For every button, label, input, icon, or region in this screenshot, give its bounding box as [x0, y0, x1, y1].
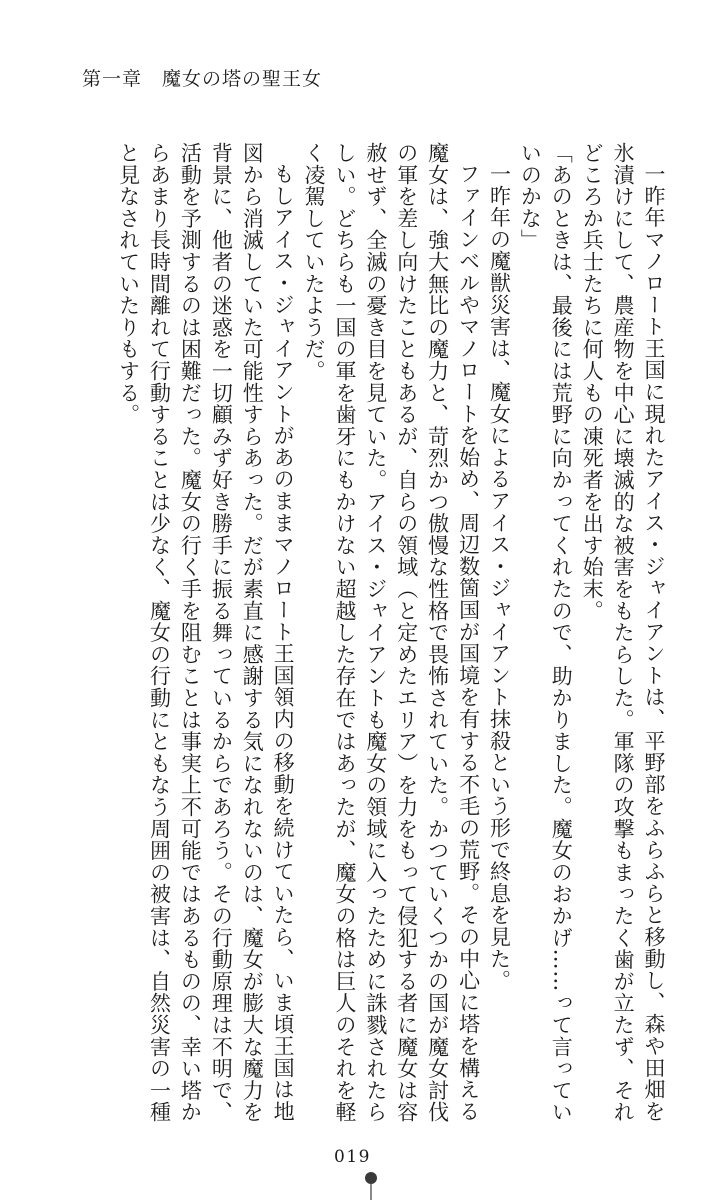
running-head: 第一章 魔女の塔の聖王女 — [82, 68, 323, 90]
paragraph: もしアイス・ジャイアントがあのままマノロート王国領内の移動を続けていたら、いま頃王国は地図から消滅していた可能性すらあった。だが素直に感謝する気になれないのは、魔女が膨大な魔力を背景に、他者の迷惑を一切顧みず好き勝手に振る舞っているからであろう。その行動原理は不明で、活動を予測するのは困難だった。魔女の行く手を阻むことは事実上不可能ではあるものの、幸い塔からあまり長時間離れて行動することは少なく、魔女の行動にともなう周囲の被害は、自然災害の一種と見なされていたりもする。 — [116, 142, 296, 1123]
body-text — [113, 142, 669, 1142]
page-number: 019 — [334, 1147, 371, 1167]
paragraph: 一昨年の魔獣災害は、魔女によるアイス・ジャイアント抹殺という形で終息を見た。 — [487, 163, 512, 992]
paragraph: 「あのときは、最後には荒野に向かってくれたので、助かりました。魔女のおかげ……って言っていいのかな」 — [518, 142, 574, 1123]
folio-ornament-icon — [364, 1171, 378, 1200]
ornament-dot — [365, 1172, 377, 1184]
paragraph: ファインベルやマノロートを始め、周辺数箇国が国境を有する不毛の荒野。その中心に塔を構える魔女は、強大無比の魔力と、苛烈かつ傲慢な性格で畏怖されていた。かつていくつかの国が魔女討伐の軍を差し向けたこともあるが、自らの領域（と定めたエリア）を力をもって侵犯する者に魔女は容赦せず、全滅の憂き目を見ていた。アイス・ジャイアントも魔女の領域に入ったために誅戮されたらしい。どちらも一国の軍を歯牙にもかけない超越した存在ではあったが、魔女の格は巨人のそれを軽く凌駕していたようだ。 — [302, 142, 481, 1123]
paragraph: 一昨年マノロート王国に現れたアイス・ジャイアントは、平野部をふらふらと移動し、森や田畑を氷漬けにして、農産物を中心に壊滅的な被害をもたらした。軍隊の攻撃もまったく歯が立たず、それどころか兵士たちに何人もの凍死者を出す始末。 — [580, 142, 666, 1123]
